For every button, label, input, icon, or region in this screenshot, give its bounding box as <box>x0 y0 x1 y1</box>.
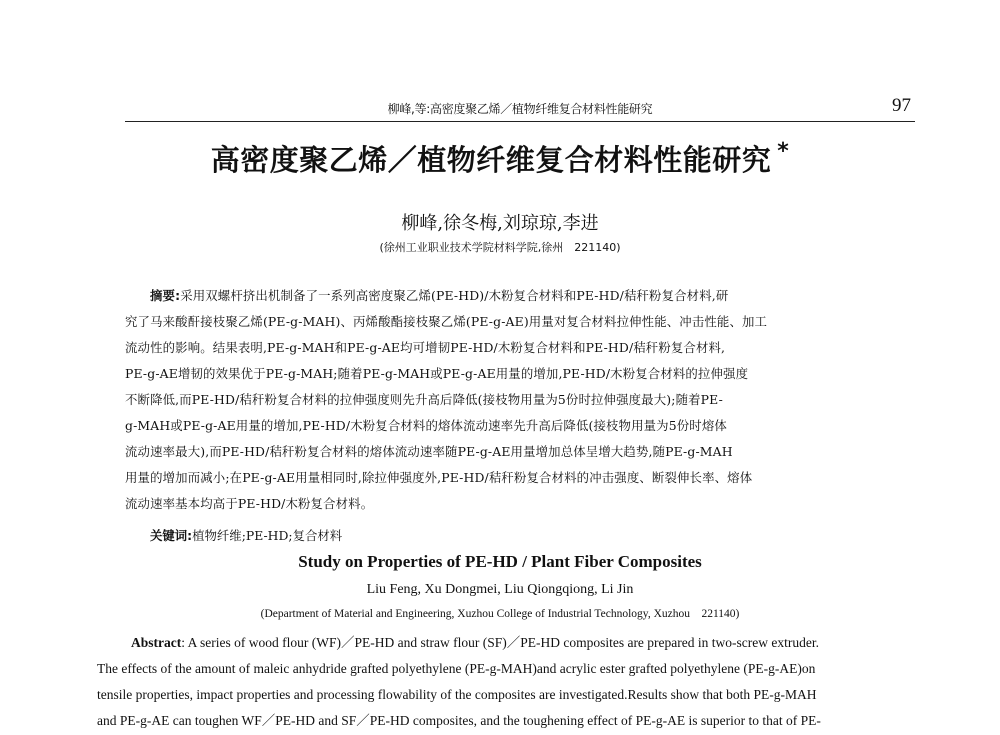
authors-cn: 柳峰,徐冬梅,刘琼琼,李进 <box>401 213 599 234</box>
page-number: 97 <box>892 95 911 116</box>
abstract-cn-line <box>125 283 885 309</box>
abstract-cn-line: g-MAH或PE-g-AE用量的增加,PE-HD/木粉复合材料的熔体流动速率先升高后降低(接枝物用量为5份时熔体 <box>125 418 727 433</box>
abstract-cn-label: 摘要: <box>150 288 181 303</box>
abstract-en <box>97 630 917 734</box>
abstract-en-line: The effects of the amount of maleic anhydride grafted polyethylene (PE-g-MAH)and acrylic ester grafted polyethylene (PE-g-AE)on <box>97 661 816 676</box>
authors-en: Liu Feng, Xu Dongmei, Liu Qiongqiong, Li Jin <box>366 582 634 597</box>
paper-title-cn-text: 高密度聚乙烯／植物纤维复合材料性能研究 <box>210 143 772 177</box>
keywords-cn-text: 植物纤维;PE-HD;复合材料 <box>192 528 343 543</box>
abstract-cn-line: 流动性的影响。结果表明,PE-g-MAH和PE-g-AE均可增韧PE-HD/木粉复合材料和PE-HD/秸秆粉复合材料, <box>125 340 726 355</box>
title-footnote-star: * <box>777 139 790 164</box>
abstract-cn-line-text: 采用双螺杆挤出机制备了一系列高密度聚乙烯(PE-HD)/木粉复合材料和PE-HD/秸秆粉复合材料,研 <box>180 288 729 303</box>
affiliation-en: (Department of Material and Engineering, Xuzhou College of Industrial Technology, Xuzhou 221140) <box>260 608 740 620</box>
abstract-cn-line: 不断降低,而PE-HD/秸秆粉复合材料的拉伸强度则先升高后降低(接枝物用量为5份时拉伸强度最大);随着PE- <box>125 392 723 407</box>
paper-title-cn <box>0 138 1000 179</box>
running-header <box>125 97 915 122</box>
running-title: 柳峰,等:高密度聚乙烯／植物纤维复合材料性能研究 <box>387 102 653 116</box>
abstract-en-line: and PE-g-AE can toughen WF／PE-HD and SF／PE-HD composites, and the toughening effect of PE-g-AE is superior to that of PE- <box>97 713 821 728</box>
abstract-cn-line: 用量的增加而减小;在PE-g-AE用量相同时,除拉伸强度外,PE-HD/秸秆粉复合材料的冲击强度、断裂伸长率、熔体 <box>125 470 753 485</box>
abstract-cn-line: 究了马来酸酐接枝聚乙烯(PE-g-MAH)、丙烯酸酯接枝聚乙烯(PE-g-AE)用量对复合材料拉伸性能、冲击性能、加工 <box>125 314 768 329</box>
abstract-en-line <box>97 630 917 656</box>
abstract-cn-line: 流动速率最大),而PE-HD/秸秆粉复合材料的熔体流动速率随PE-g-AE用量增加总体呈增大趋势,随PE-g-MAH <box>125 444 733 459</box>
abstract-en-line-text: : A series of wood flour (WF)／PE-HD and straw flour (SF)／PE-HD composites are prepared in two-screw extruder. <box>181 635 819 650</box>
abstract-cn-line: PE-g-AE增韧的效果优于PE-g-MAH;随着PE-g-MAH或PE-g-AE用量的增加,PE-HD/木粉复合材料的拉伸强度 <box>125 366 749 381</box>
abstract-cn <box>125 283 885 517</box>
paper-title-en: Study on Properties of PE-HD / Plant Fiber Composites <box>298 552 702 571</box>
affiliation-cn: (徐州工业职业技术学院材料学院,徐州 221140) <box>379 241 621 254</box>
keywords-cn <box>150 526 342 544</box>
abstract-cn-line: 流动速率基本均高于PE-HD/木粉复合材料。 <box>125 496 374 511</box>
abstract-en-line: tensile properties, impact properties and processing flowability of the composites are investigated.Results show that both PE-g-MAH <box>97 687 817 702</box>
keywords-cn-label: 关键词: <box>150 528 193 543</box>
abstract-en-label: Abstract <box>131 635 182 650</box>
